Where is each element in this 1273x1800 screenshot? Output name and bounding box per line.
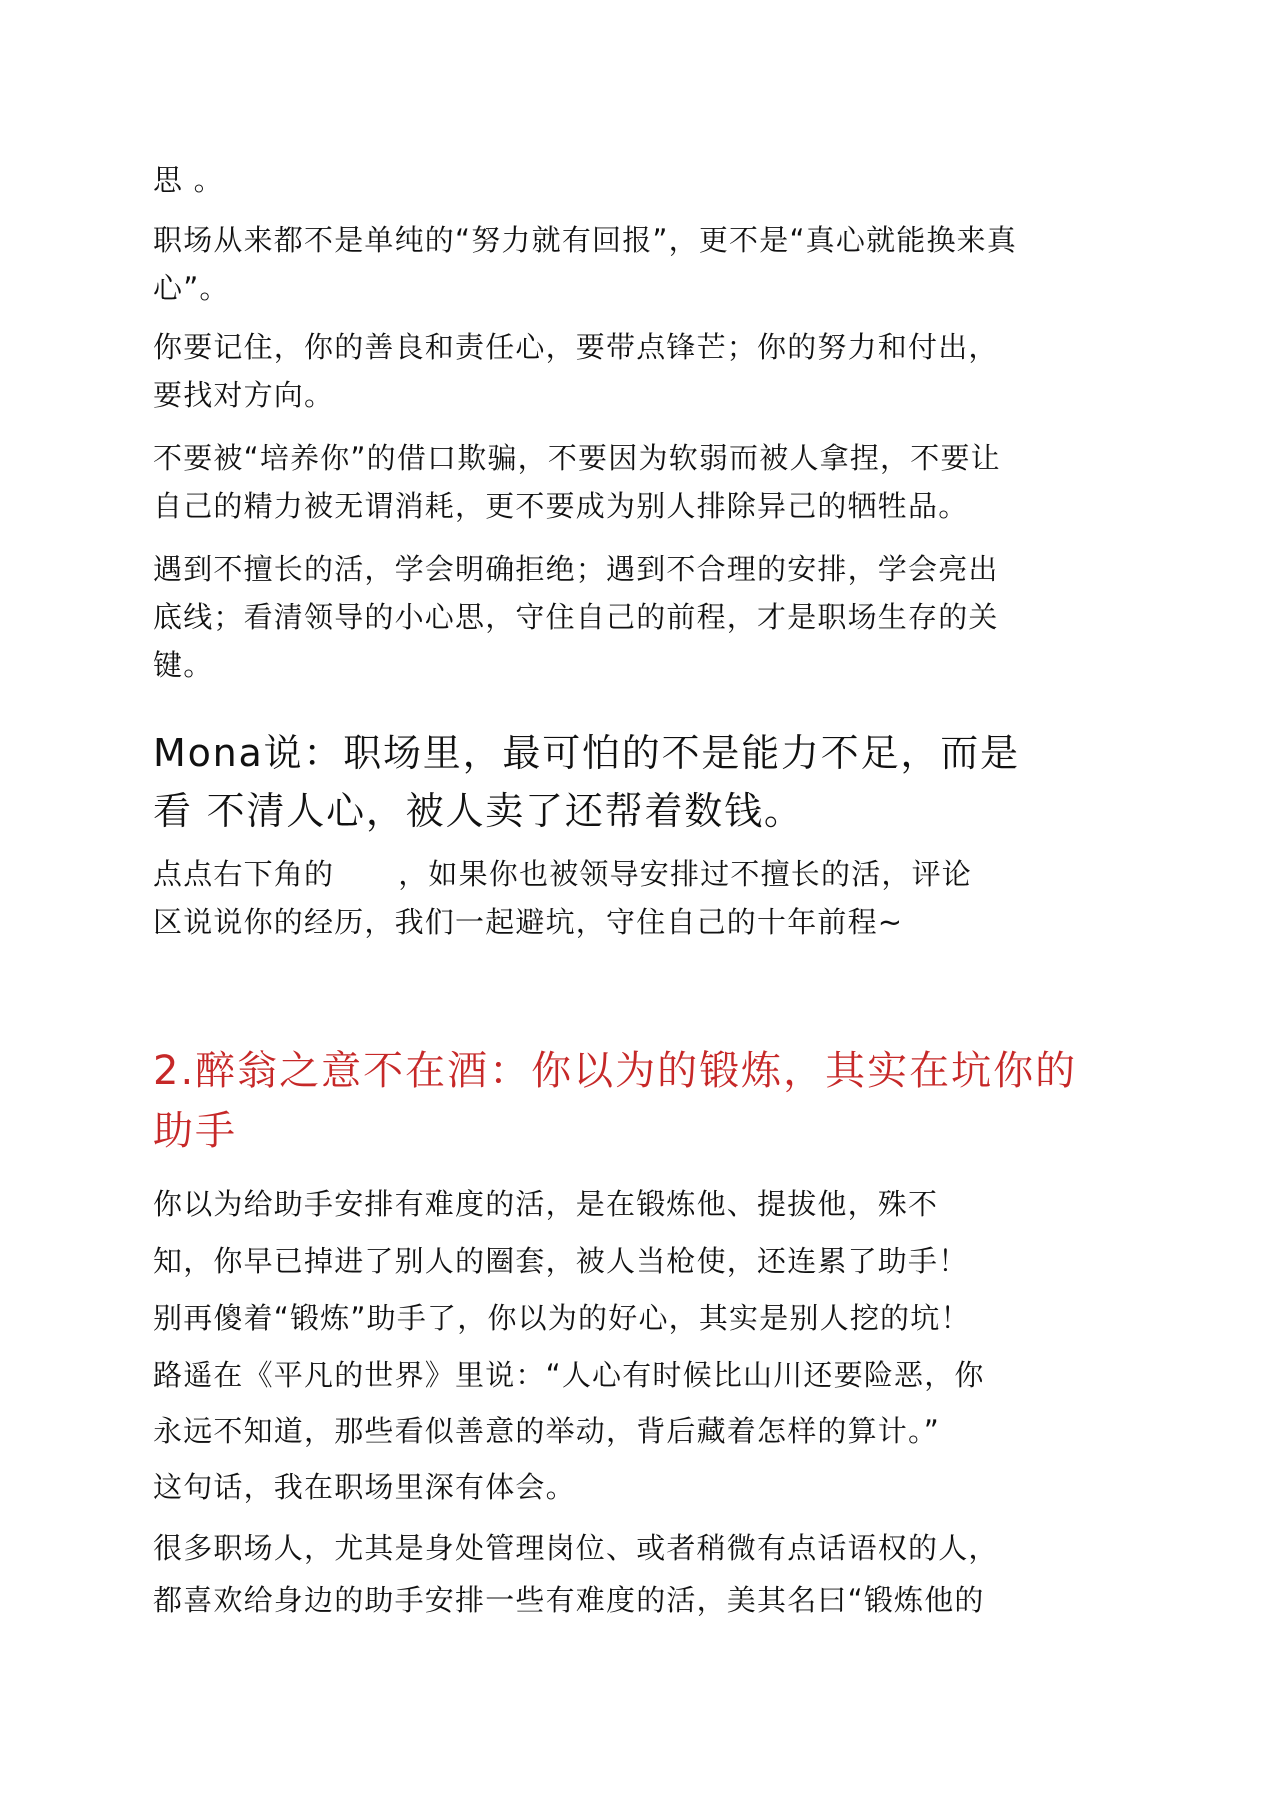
text-line: 键。 bbox=[153, 648, 214, 682]
top-fragment bbox=[153, 156, 224, 204]
cta-text-after: ，如果你也被领导安排过不擅长的活，评论 bbox=[398, 857, 973, 891]
paragraph-remember bbox=[153, 323, 999, 419]
text-line: 心”。 bbox=[153, 271, 230, 305]
quote-line: Mona说：职场里，最可怕的不是能力不足，而是 bbox=[153, 731, 1020, 775]
cta-line bbox=[153, 850, 972, 898]
call-to-action bbox=[153, 850, 972, 946]
text-line: 思 。 bbox=[153, 163, 224, 197]
text-line: 这句话，我在职场里深有体会。 bbox=[153, 1470, 576, 1504]
paragraph-many-workers bbox=[153, 1522, 999, 1626]
quote-line: 看 不清人心，被人卖了还帮着数钱。 bbox=[153, 789, 804, 833]
section-heading bbox=[153, 1041, 1077, 1161]
cta-line: 区说说你的经历，我们一起避坑，守住自己的十年前程~ bbox=[153, 905, 904, 939]
text-line: 不要被“培养你”的借口欺骗，不要因为软弱而被人拿捏，不要让 bbox=[153, 441, 1001, 475]
text-line: 你以为给助手安排有难度的活，是在锻炼他、提拔他，殊不 bbox=[153, 1187, 939, 1221]
text-line: 永远不知道，那些看似善意的举动，背后藏着怎样的算计。” bbox=[153, 1414, 940, 1448]
text-line: 遇到不擅长的活，学会明确拒绝；遇到不合理的安排，学会亮出 bbox=[153, 552, 999, 586]
paragraph-you-think bbox=[153, 1176, 968, 1290]
paragraph-stop bbox=[153, 1290, 971, 1347]
text-line: 都喜欢给身边的助手安排一些有难度的活，美其名曰“锻炼他的 bbox=[153, 1583, 985, 1617]
quote-block bbox=[153, 724, 1020, 840]
paragraph-refuse bbox=[153, 545, 999, 689]
heading-line: 助手 bbox=[153, 1108, 237, 1154]
text-line: 要找对方向。 bbox=[153, 378, 335, 412]
paragraph-effort bbox=[153, 216, 1017, 312]
text-line: 很多职场人，尤其是身处管理岗位、或者稍微有点话语权的人， bbox=[153, 1531, 999, 1565]
text-line: 路遥在《平凡的世界》里说：“人心有时候比山川还要险恶，你 bbox=[153, 1358, 985, 1392]
text-line: 自己的精力被无谓消耗，更不要成为别人排除异己的牺牲品。 bbox=[153, 489, 969, 523]
paragraph-dont-be-fooled bbox=[153, 434, 1001, 530]
heading-line: 2.醉翁之意不在酒：你以为的锻炼，其实在坑你的 bbox=[153, 1048, 1078, 1094]
text-line: 别再傻着“锻炼”助手了，你以为的好心，其实是别人挖的坑！ bbox=[153, 1301, 971, 1335]
cta-text-before: 点点右下角的 bbox=[153, 857, 335, 891]
text-line: 你要记住，你的善良和责任心，要带点锋芒；你的努力和付出， bbox=[153, 330, 999, 364]
paragraph-lu-yao-quote bbox=[153, 1347, 985, 1515]
text-line: 底线；看清领导的小心思，守住自己的前程，才是职场生存的关 bbox=[153, 600, 999, 634]
text-line: 职场从来都不是单纯的“努力就有回报”，更不是“真心就能换来真 bbox=[153, 223, 1018, 257]
text-line: 知，你早已掉进了别人的圈套，被人当枪使，还连累了助手！ bbox=[153, 1244, 969, 1278]
